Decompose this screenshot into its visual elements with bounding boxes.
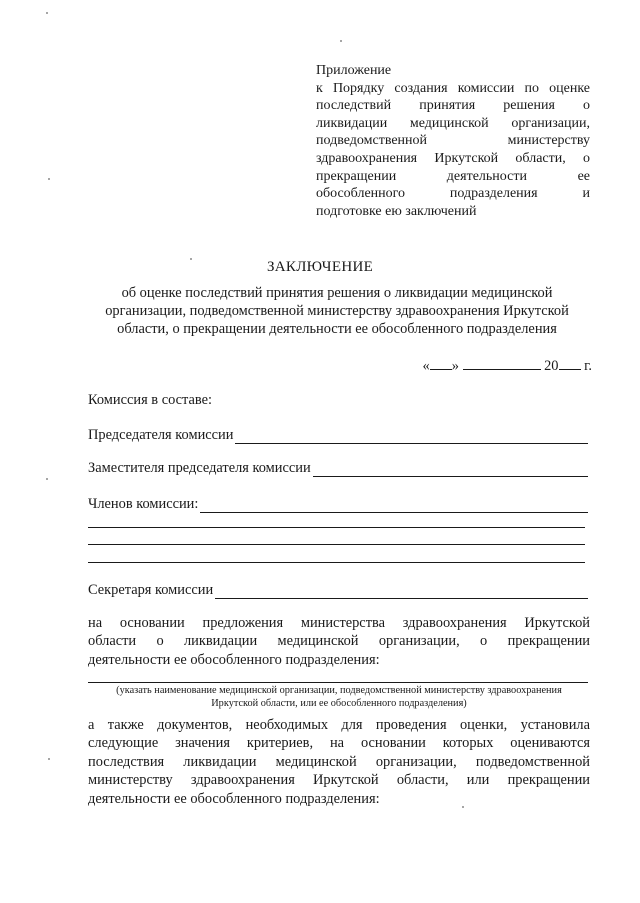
deputy-field xyxy=(88,460,588,477)
note-line: Иркутской области, или ее обособленного подразделения) xyxy=(211,698,467,709)
year-suffix: г. xyxy=(584,358,592,374)
basis-line: области о ликвидации медицинской организации, о прекращении xyxy=(88,633,590,650)
chairman-field xyxy=(88,427,588,444)
appendix-line: ликвидации медицинской организации, xyxy=(316,115,590,131)
organization-note xyxy=(88,684,590,710)
year-blank[interactable] xyxy=(559,357,581,370)
scan-speck xyxy=(46,12,48,14)
document-subtitle xyxy=(76,284,598,338)
appendix-line: прекращении деятельности ее xyxy=(316,168,590,184)
subtitle-line: об оценке последствий принятия решения о ликвидации медицинской xyxy=(121,285,553,301)
appendix-line: подготовке ею заключений xyxy=(316,203,477,219)
month-blank[interactable] xyxy=(463,357,541,370)
deputy-blank[interactable] xyxy=(313,463,588,477)
date-open-quote: « xyxy=(422,358,430,374)
appendix-line: последствий принятия решения о xyxy=(316,98,590,114)
organization-blank-line[interactable] xyxy=(88,682,588,683)
date-line xyxy=(422,357,592,375)
scan-speck xyxy=(48,758,50,760)
document-title: ЗАКЛЮЧЕНИЕ xyxy=(266,259,374,275)
scan-speck xyxy=(46,478,48,480)
documents-line: следующие значения критериев, на основании которых оцениваются xyxy=(88,735,590,752)
day-blank[interactable] xyxy=(430,357,452,370)
documents-line: министерству здравоохранения Иркутской области, или прекращении xyxy=(88,772,590,789)
secretary-field xyxy=(88,582,588,599)
documents-line: деятельности ее обособленного подразделения: xyxy=(88,790,380,807)
appendix-line: здравоохранения Иркутской области, о xyxy=(316,150,590,166)
members-blank-line[interactable] xyxy=(88,562,585,563)
secretary-blank[interactable] xyxy=(215,585,588,599)
documents-line: последствия ликвидации медицинской организации, подведомственной xyxy=(88,753,590,770)
scan-speck xyxy=(340,40,342,42)
basis-paragraph xyxy=(88,614,590,669)
basis-line: на основании предложения министерства здравоохранения Иркутской xyxy=(88,615,590,631)
date-close-quote: » xyxy=(451,358,459,374)
year-prefix: 20 xyxy=(544,358,559,374)
appendix-line: обособленного подразделения и xyxy=(316,186,590,202)
members-blank-line[interactable] xyxy=(88,544,585,545)
commission-intro xyxy=(88,392,588,409)
scan-speck xyxy=(48,178,50,180)
subtitle-line: области, о прекращении деятельности ее обособленного подразделения xyxy=(117,321,557,337)
documents-line: а также документов, необходимых для проведения оценки, установила xyxy=(88,717,590,733)
members-label: Членов комиссии: xyxy=(88,496,199,512)
subtitle-line: организации, подведомственной министерству здравоохранения Иркутской xyxy=(105,303,569,319)
appendix-block xyxy=(316,62,590,220)
appendix-line: Приложение xyxy=(316,63,392,78)
appendix-line: подведомственной министерству xyxy=(316,133,590,149)
secretary-label: Секретаря комиссии xyxy=(88,582,214,598)
members-blank-line[interactable] xyxy=(88,527,585,528)
members-field xyxy=(88,496,588,513)
appendix-line: к Порядку создания комиссии по оценке xyxy=(316,80,590,96)
chairman-blank[interactable] xyxy=(235,430,588,444)
members-blank[interactable] xyxy=(200,499,588,513)
commission-intro-label: Комиссия в составе: xyxy=(88,392,212,408)
documents-paragraph xyxy=(88,716,590,808)
deputy-label: Заместителя председателя комиссии xyxy=(88,460,311,476)
chairman-label: Председателя комиссии xyxy=(88,427,234,443)
basis-line: деятельности ее обособленного подразделения: xyxy=(88,651,380,668)
note-line: (указать наименование медицинской организации, подведомственной министерству здравоохранения xyxy=(116,685,562,696)
